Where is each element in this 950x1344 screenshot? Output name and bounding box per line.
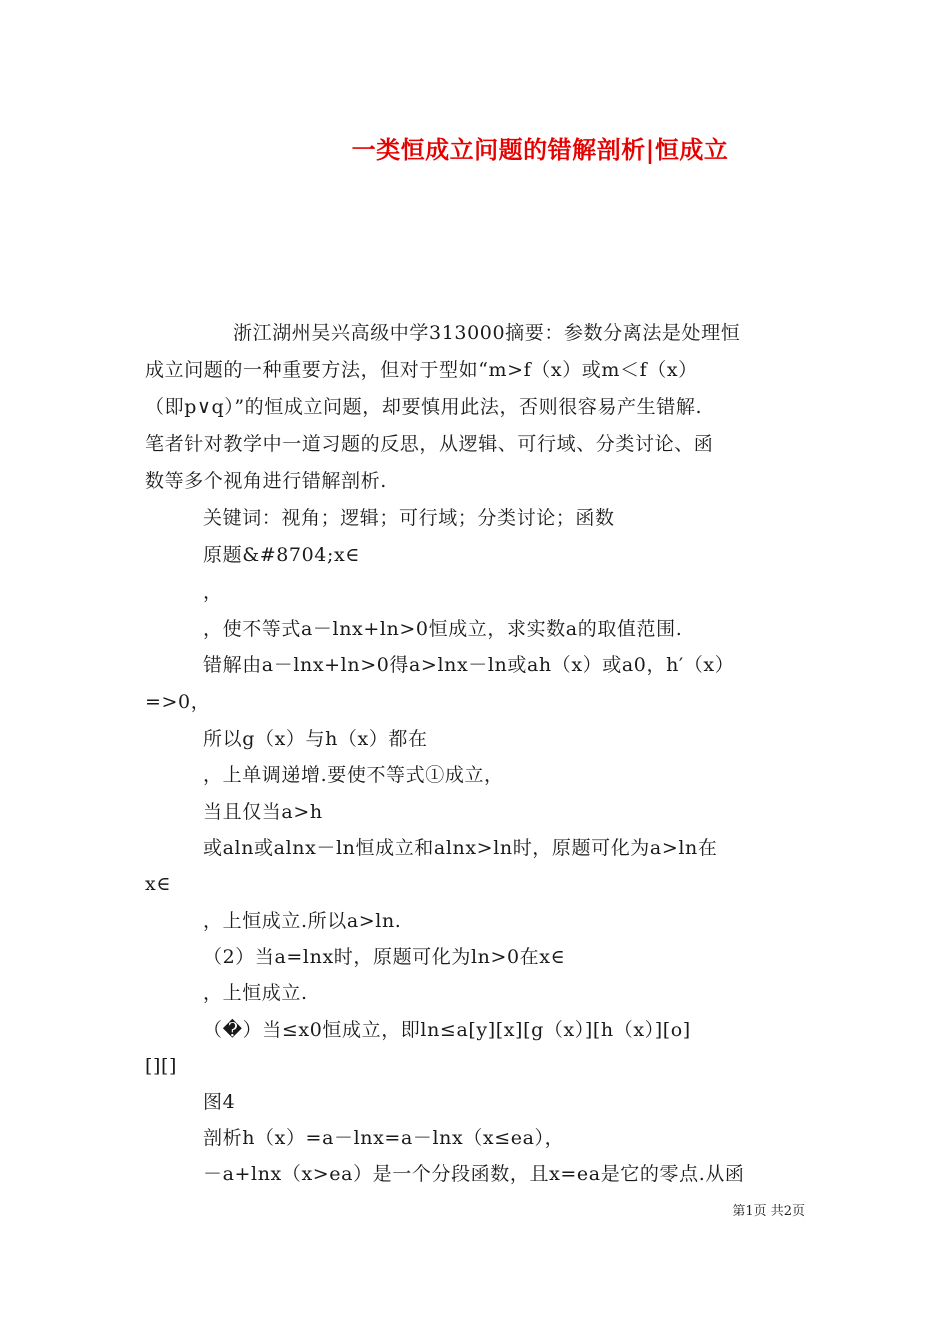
body-line: ，上恒成立. <box>203 982 308 1004</box>
body-line: =>0， <box>145 691 211 713</box>
body-line: [][] <box>145 1055 178 1077</box>
figure-label: 图4 <box>203 1091 236 1113</box>
page-footer: 第1页 共2页 <box>732 1204 805 1219</box>
body-line: ，上单调递增.要使不等式①成立， <box>203 764 504 786</box>
body-line: （即p∨q）”的恒成立问题，却要慎用此法，否则很容易产生错解. <box>145 396 703 418</box>
document-title: 一类恒成立问题的错解剖析|恒成立 <box>351 135 729 164</box>
body-line: 原题&#8704;x∈ <box>203 544 360 566</box>
body-line: －a+lnx（x>ea）是一个分段函数，且x=ea是它的零点.从函 <box>203 1163 745 1185</box>
body-line: 成立问题的一种重要方法，但对于型如“m>f（x）或m＜f（x） <box>145 359 698 381</box>
body-line: ， <box>203 581 223 603</box>
body-line: 当且仅当a>h <box>203 801 323 823</box>
body-line: 所以g（x）与h（x）都在 <box>203 728 428 750</box>
body-line: 或aln或alnx－ln恒成立和alnx>ln时，原题可化为a>ln在 <box>203 837 718 859</box>
keywords-line: 关键词：视角；逻辑；可行域；分类讨论；函数 <box>203 507 615 529</box>
body-line: 笔者针对教学中一道习题的反思，从逻辑、可行域、分类讨论、函 <box>145 433 714 455</box>
body-line: ，使不等式a－lnx+ln>0恒成立，求实数a的取值范围. <box>203 618 683 640</box>
body-line: （2）当a=lnx时，原题可化为ln>0在x∈ <box>203 946 566 968</box>
body-line: （�）当≤x0恒成立，即ln≤a[y][x][g（x）][h（x）][o] <box>203 1019 691 1041</box>
body-line: ，上恒成立.所以a>ln. <box>203 910 402 932</box>
body-line: 浙江湖州吴兴高级中学313000摘要：参数分离法是处理恒 <box>233 322 741 344</box>
body-line: x∈ <box>145 873 171 895</box>
body-line: 错解由a－lnx+ln>0得a>lnx－ln或ah（x）或a0，h′（x） <box>203 654 735 676</box>
body-line: 剖析h（x）=a－lnx=a－lnx（x≤ea）， <box>203 1127 565 1149</box>
body-line: 数等多个视角进行错解剖析. <box>145 470 387 492</box>
